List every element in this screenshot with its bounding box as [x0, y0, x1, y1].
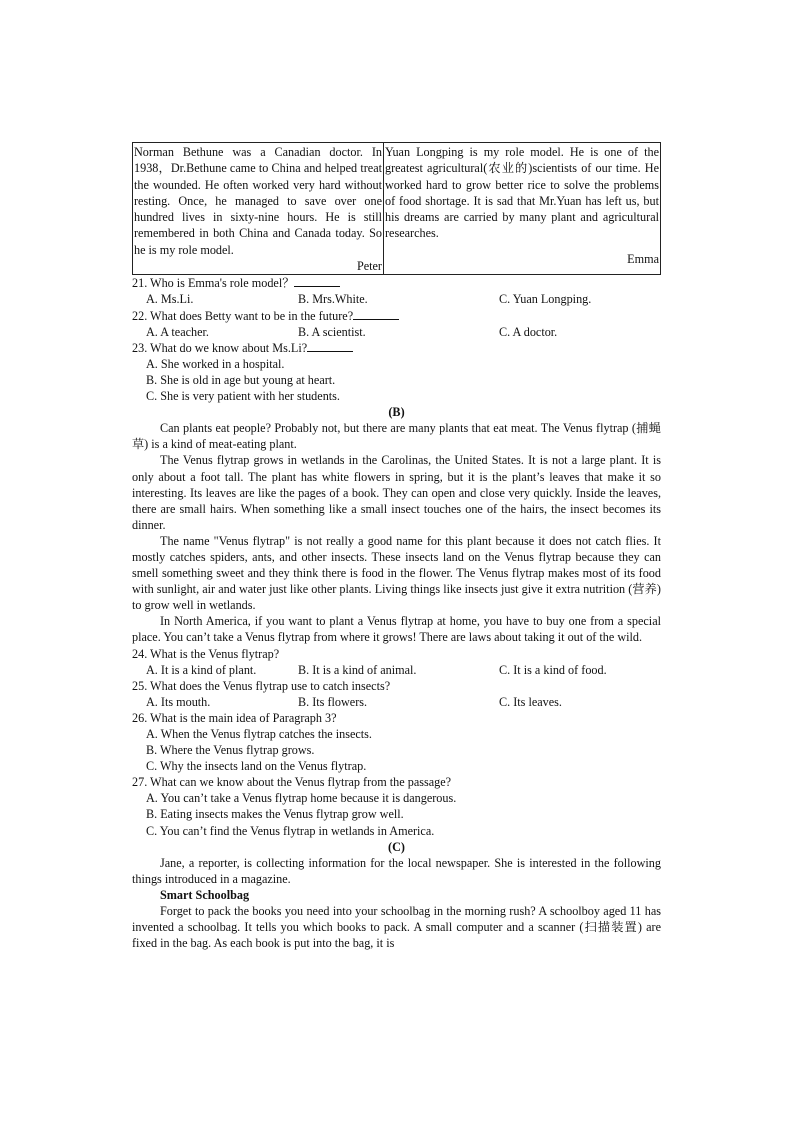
option-b: B. It is a kind of animal. [298, 662, 417, 677]
question-25 [132, 678, 661, 710]
option-a: A. Ms.Li. [146, 292, 194, 307]
option-a: A. When the Venus flytrap catches the insects. [146, 727, 372, 741]
section-b-paragraph-4: In North America, if you want to plant a Venus flytrap at home, you have to buy one from a special place. You can’t take a Venus flytrap from where it grows! There are laws about taking it out of the wild. [132, 614, 661, 645]
question-24 [132, 646, 661, 678]
role-model-table [132, 142, 661, 275]
section-c-subheading: Smart Schoolbag [160, 887, 250, 902]
section-c-paragraph: Forget to pack the books you need into your schoolbag in the morning rush? A schoolboy aged 11 has invented a schoolbag. It tells you which books to pack. A small computer and a scanner (扫描装置) are fixed in the bag. As each book is put into the bag, it is [132, 904, 661, 951]
option-c: C. A doctor. [499, 324, 558, 339]
section-b-paragraph-1: Can plants eat people? Probably not, but there are many plants that eat meat. The Venus flytrap (捕蝇草) is a kind of meat-eating plant. [132, 421, 661, 452]
question-stem: 22. What does Betty want to be in the future? [132, 308, 354, 323]
option-b: B. Its flowers. [298, 694, 368, 709]
option-b: B. Mrs.White. [298, 292, 368, 307]
question-stem: 24. What is the Venus flytrap? [132, 646, 280, 661]
option-c: C. Why the insects land on the Venus flytrap. [146, 759, 367, 774]
section-c-heading: (C) [388, 839, 405, 854]
answer-blank [353, 308, 399, 320]
question-22 [132, 308, 661, 340]
option-c: C. You can’t find the Venus flytrap in wetlands in America. [146, 823, 435, 838]
option-c: C. Its leaves. [499, 694, 562, 709]
option-a: A. A teacher. [146, 324, 209, 339]
section-b-heading: (B) [388, 405, 405, 420]
section-c-intro: Jane, a reporter, is collecting information for the local newspaper. She is interested in the following things introduced in a magazine. [132, 855, 661, 886]
question-26 [132, 710, 661, 774]
emma-text: Yuan Longping is my role model. He is one of the greatest agricultural(农业的)scientists of our time. He worked hard to grow better rice to solve the problems of food shortage. It is sad that Mr.Yuan has left us, but his dreams are carried by many plant and agricultural researches. [385, 145, 659, 241]
option-b: B. Where the Venus flytrap grows. [146, 743, 315, 758]
option-a: A. Its mouth. [146, 694, 211, 709]
question-stem: 23. What do we know about Ms.Li? [132, 340, 308, 355]
option-b: B. A scientist. [298, 324, 366, 339]
peter-cell [133, 143, 384, 275]
question-stem: 27. What can we know about the Venus flytrap from the passage? [132, 775, 452, 790]
option-a: A. It is a kind of plant. [146, 662, 257, 677]
option-c: C. Yuan Longping. [499, 292, 592, 307]
question-stem: 21. Who is Emma's role model？ [132, 276, 295, 291]
answer-blank [307, 340, 353, 352]
exam-page [132, 142, 661, 951]
question-stem: 26. What is the main idea of Paragraph 3? [132, 710, 337, 725]
section-b-paragraph-2: The Venus flytrap grows in wetlands in the Carolinas, the United States. It is not a large plant. It is only about a foot tall. The plant has white flowers in spring, but it is the plant’s leaves that make it so interesting. Its leaves are like the pages of a book. They can open and close very quickly. Inside the leaves, there are small hairs. When something like a small insect touches one of the hairs, the insect becomes its dinner. [132, 453, 661, 532]
question-23 [132, 340, 661, 404]
question-stem: 25. What does the Venus flytrap use to catch insects? [132, 678, 391, 693]
question-27 [132, 774, 661, 838]
answer-blank [294, 275, 340, 287]
question-21 [132, 275, 661, 307]
option-c: C. She is very patient with her students. [146, 389, 340, 404]
emma-signature: Emma [627, 251, 659, 266]
option-a: A. She worked in a hospital. [146, 356, 285, 371]
option-c: C. It is a kind of food. [499, 662, 607, 677]
section-b-paragraph-3: The name "Venus flytrap" is not really a good name for this plant because it does not catch flies. It mostly catches spiders, ants, and other insects. These insects land on the Venus flytrap because they can smell something sweet and they think there is food in the flower. The Venus flytrap makes most of its food with sunlight, air and water just like other plants. Living things like insects just give it extra nutrition (营养) to grow well in wetlands. [132, 533, 661, 613]
option-a: A. You can’t take a Venus flytrap home because it is dangerous. [146, 791, 457, 806]
peter-signature: Peter [356, 259, 382, 274]
emma-cell [384, 143, 661, 275]
option-b: B. She is old in age but young at heart. [146, 372, 336, 387]
option-b: B. Eating insects makes the Venus flytrap grow well. [146, 807, 404, 822]
peter-text: Norman Bethune was a Canadian doctor. In 1938，Dr.Bethune came to China and helped treat the wounded. He often worked very hard without resting. Once, he managed to save over one hundred lives in sixty-nine hours. He is still remembered in both China and Canada today. So he is my role model. [134, 145, 382, 257]
